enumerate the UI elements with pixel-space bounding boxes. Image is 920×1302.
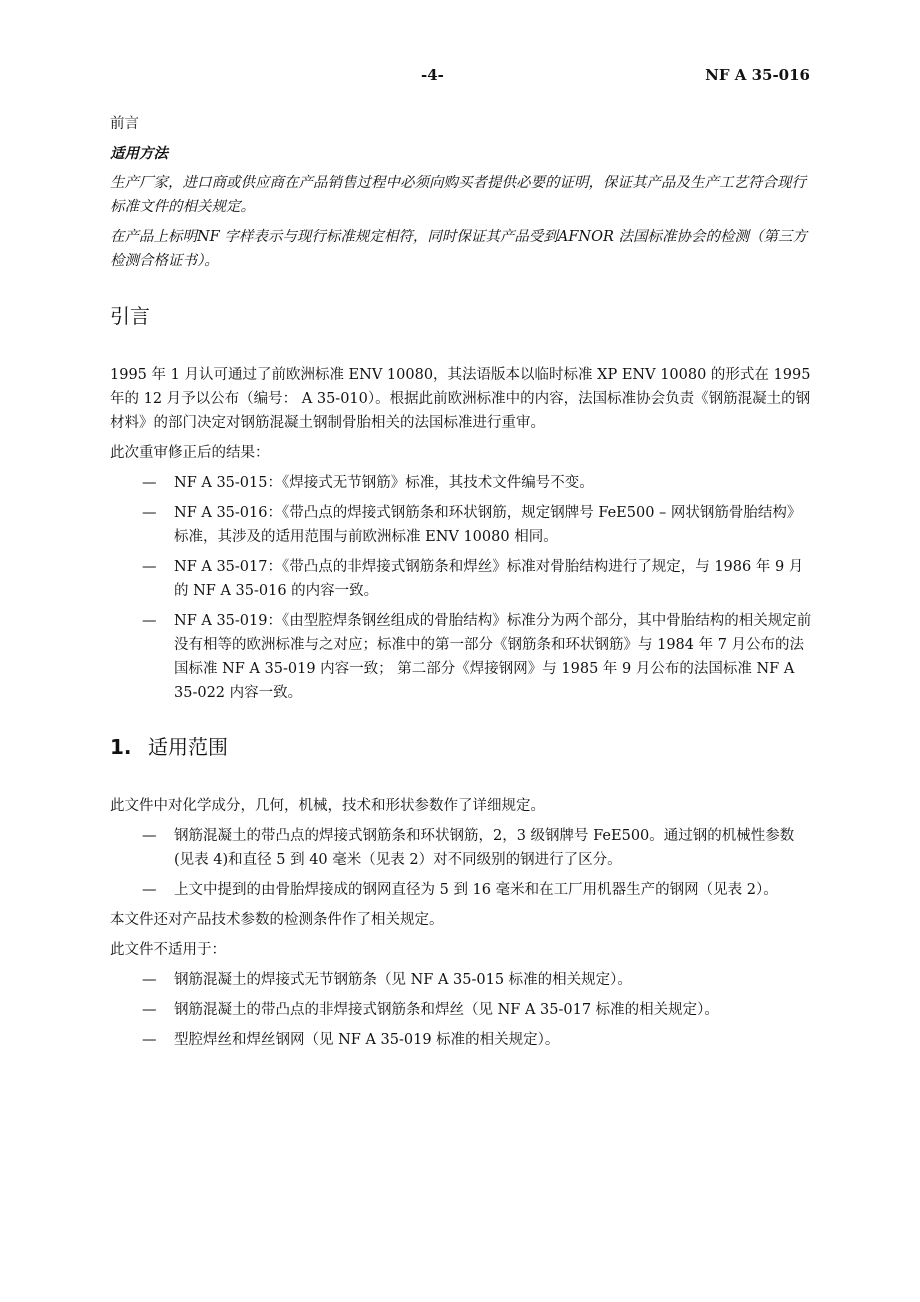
- list-item: — 型腔焊丝和焊丝钢网（见 NF A 35-019 标准的相关规定）。: [110, 1028, 812, 1052]
- page-number: -4-: [421, 66, 444, 84]
- list-item: — 钢筋混凝土的焊接式无节钢筋条（见 NF A 35-015 标准的相关规定）。: [110, 968, 812, 992]
- list-item: — NF A 35-015：《焊接式无节钢筋》标准，其技术文件编号不变。: [110, 471, 812, 495]
- section-heading: [110, 733, 812, 761]
- scope-list: [110, 824, 812, 902]
- revision-lead: 此次重审修正后的结果：: [110, 445, 270, 461]
- revision-list: [110, 471, 812, 705]
- list-item: — NF A 35-016：《带凸点的焊接式钢筋条和环状钢筋，规定钢牌号 FeE500 – 网状钢筋骨胎结构》标准，其涉及的适用范围与前欧洲标准 ENV 10080 相同。: [110, 501, 812, 549]
- list-item: — NF A 35-019：《由型腔焊条钢丝组成的骨胎结构》标准分为两个部分，其中骨胎结构的相关规定前没有相等的欧洲标准与之对应；标准中的第一部分《钢筋条和环状钢筋》与 1984 年 7 月公布的法国标准 NF A 35-019 内容一致； 第二部分《焊接钢网》与 1985 年 9 月公布的法国标准 NF A 35-022 内容一致。: [110, 609, 812, 705]
- preface-paragraph: 在产品上标明NF 字样表示与现行标准规定相符，同时保证其产品受到AFNOR 法国标准协会的检测（第三方检测合格证书）。: [110, 229, 807, 269]
- preface-label: 前言: [110, 116, 139, 132]
- list-item: — 上文中提到的由骨胎焊接成的钢网直径为 5 到 16 毫米和在工厂用机器生产的钢网（见表 2）。: [110, 878, 812, 902]
- section-title: 适用范围: [148, 735, 228, 759]
- not-applicable-list: [110, 968, 812, 1052]
- not-applicable-lead: 此文件不适用于：: [110, 942, 226, 958]
- list-item: — 钢筋混凝土的带凸点的焊接式钢筋条和环状钢筋，2，3 级钢牌号 FeE500。通过钢的机械性参数(见表 4)和直径 5 到 40 毫米（见表 2）对不同级别的钢进行了区分。: [110, 824, 812, 872]
- list-item: — NF A 35-017：《带凸点的非焊接式钢筋条和焊丝》标准对骨胎结构进行了规定，与 1986 年 9 月的 NF A 35-016 的内容一致。: [110, 555, 812, 603]
- usage-heading: 适用方法: [110, 145, 168, 162]
- document-code: NF A 35-016: [705, 66, 810, 84]
- list-item: — 钢筋混凝土的带凸点的非焊接式钢筋条和焊丝（见 NF A 35-017 标准的相关规定）。: [110, 998, 812, 1022]
- scope-note: 本文件还对产品技术参数的检测条件作了相关规定。: [110, 912, 444, 928]
- introduction-paragraph: 1995 年 1 月认可通过了前欧洲标准 ENV 10080，其法语版本以临时标准 XP ENV 10080 的形式在 1995 年的 12 月予以公布（编号： A 35-010）。根据此前欧洲标准中的内容，法国标准协会负责《钢筋混凝土的钢材料》的部门决定对钢筋混凝土钢制骨胎相关的法国标准进行重审。: [110, 367, 811, 431]
- introduction-heading: 引言: [110, 304, 150, 328]
- scope-intro: 此文件中对化学成分，几何，机械，技术和形状参数作了详细规定。: [110, 798, 545, 814]
- section-number: 1.: [110, 735, 132, 759]
- page-content: [110, 112, 812, 1058]
- preface-paragraph: 生产厂家，进口商或供应商在产品销售过程中必须向购买者提供必要的证明，保证其产品及生产工艺符合现行标准文件的相关规定。: [110, 175, 806, 215]
